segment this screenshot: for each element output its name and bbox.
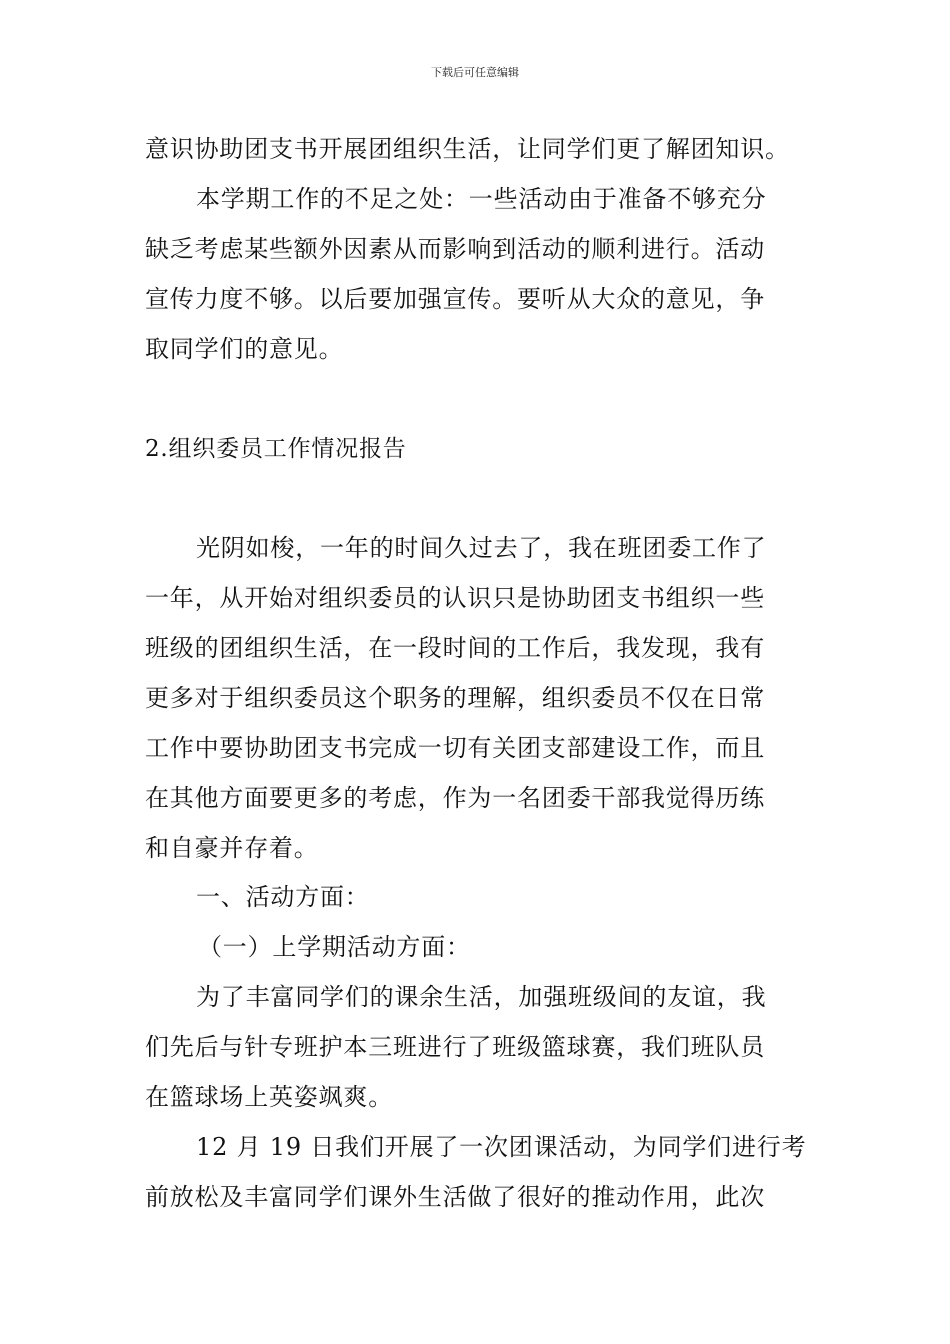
subsection-heading: （一）上学期活动方面： [198,933,471,961]
page-header: 下载后可任意编辑 [431,66,519,79]
subsection-heading: 一、活动方面： [196,883,370,911]
paragraph-line: 工作中要协助团支书完成一切有关团支部建设工作，而且 [145,734,765,762]
paragraph-line: 们先后与针专班护本三班进行了班级篮球赛，我们班队员 [145,1033,765,1061]
paragraph-line: 更多对于组织委员这个职务的理解，组织委员不仅在日常 [145,684,765,712]
paragraph-line: 班级的团组织生活，在一段时间的工作后，我发现，我有 [145,634,765,662]
paragraph-line: 缺乏考虑某些额外因素从而影响到活动的顺利进行。活动 [145,235,765,263]
paragraph-line: 取同学们的意见。 [145,335,344,363]
paragraph-line: 在其他方面要更多的考虑，作为一名团委干部我觉得历练 [145,784,765,812]
paragraph-line: 宣传力度不够。以后要加强宣传。要听从大众的意见，争 [145,285,765,313]
paragraph-line: 本学期工作的不足之处：一些活动由于准备不够充分 [196,185,767,213]
paragraph-line: 为了丰富同学们的课余生活，加强班级间的友谊，我 [196,983,767,1011]
paragraph-line: 12 月 19 日我们开展了一次团课活动，为同学们进行考 [196,1133,807,1161]
paragraph-line: 光阴如梭，一年的时间久过去了，我在班团委工作了 [196,534,767,562]
section-heading: 2.组织委员工作情况报告 [145,436,407,462]
paragraph-line: 在篮球场上英姿飒爽。 [145,1083,393,1111]
paragraph-line: 和自豪并存着。 [145,834,319,862]
paragraph-line: 意识协助团支书开展团组织生活，让同学们更了解团知识。 [145,135,790,163]
paragraph-line: 前放松及丰富同学们课外生活做了很好的推动作用，此次 [145,1183,765,1211]
paragraph-line: 一年，从开始对组织委员的认识只是协助团支书组织一些 [145,584,765,612]
